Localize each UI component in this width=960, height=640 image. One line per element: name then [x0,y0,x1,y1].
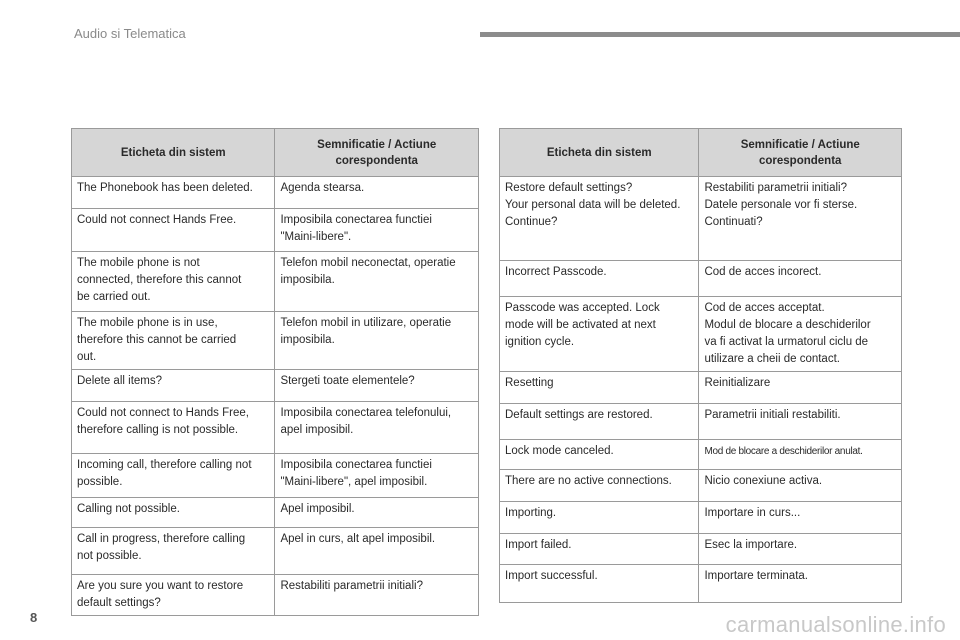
system-label-cell: Default settings are restored. [500,404,699,440]
meaning-cell: Esec la importare. [699,534,902,565]
table-row [500,470,902,502]
system-label-cell: Importing. [500,502,699,534]
column-header-meaning: Semnificatie / Actiune corespondenta [275,129,479,177]
meaning-cell: Apel imposibil. [275,498,479,528]
meaning-cell: Cod de acces acceptat. Modul de blocare a deschiderilor va fi activat la urmatorul ciclu de utilizare a cheii de contact. [699,297,902,372]
meaning-cell: Stergeti toate elementele? [275,370,479,402]
meaning-cell: Importare in curs... [699,502,902,534]
meaning-cell: Cod de acces incorect. [699,261,902,297]
system-label-cell: Passcode was accepted. Lock mode will be activated at next ignition cycle. [500,297,699,372]
meaning-cell: Mod de blocare a deschiderilor anulat. [699,440,902,470]
system-label-cell: Delete all items? [72,370,275,402]
header-bar [480,32,960,37]
page-number: 8 [30,610,38,625]
table-row [500,297,902,372]
system-label-cell: Are you sure you want to restore default settings? [72,575,275,616]
meaning-cell: Imposibila conectarea functiei "Maini-libere", apel imposibil. [275,454,479,498]
meaning-cell: Imposibila conectarea telefonului, apel imposibil. [275,402,479,454]
meaning-cell: Apel in curs, alt apel imposibil. [275,528,479,575]
meaning-cell: Nicio conexiune activa. [699,470,902,502]
meaning-cell: Telefon mobil neconectat, operatie imposibila. [275,252,479,312]
system-label-cell: Lock mode canceled. [500,440,699,470]
system-label-cell: The mobile phone is not connected, therefore this cannot be carried out. [72,252,275,312]
table-row [72,575,479,616]
system-label-cell: The Phonebook has been deleted. [72,177,275,209]
system-label-cell: Incoming call, therefore calling not possible. [72,454,275,498]
meaning-cell: Imposibila conectarea functiei "Maini-libere". [275,209,479,252]
table-row [500,177,902,261]
system-label-cell: Incorrect Passcode. [500,261,699,297]
table-row [72,370,479,402]
table-row [500,502,902,534]
system-label-cell: Call in progress, therefore calling not possible. [72,528,275,575]
meaning-cell: Restabiliti parametrii initiali? Datele personale vor fi sterse. Continuati? [699,177,902,261]
table-row [72,312,479,370]
meaning-cell: Parametrii initiali restabiliti. [699,404,902,440]
system-label-cell: Could not connect Hands Free. [72,209,275,252]
watermark: carmanualsonline.info [725,612,946,637]
table-row [500,440,902,470]
table-row [72,528,479,575]
message-table-right [499,128,902,603]
table-row [500,565,902,603]
meaning-cell: Restabiliti parametrii initiali? [275,575,479,616]
column-header-label: Eticheta din sistem [500,129,699,177]
system-label-cell: Could not connect to Hands Free, therefore calling is not possible. [72,402,275,454]
table-row [500,261,902,297]
table-row [500,372,902,404]
message-table-left [71,128,479,616]
column-header-meaning: Semnificatie / Actiune corespondenta [699,129,902,177]
table-row [500,534,902,565]
column-header-label: Eticheta din sistem [72,129,275,177]
table-row [72,402,479,454]
system-label-cell: Import failed. [500,534,699,565]
table-row [72,454,479,498]
table-row [72,498,479,528]
system-label-cell: Import successful. [500,565,699,603]
system-label-cell: Restore default settings? Your personal data will be deleted. Continue? [500,177,699,261]
table-row [500,404,902,440]
table-row [72,209,479,252]
system-label-cell: Resetting [500,372,699,404]
table-row [72,252,479,312]
system-label-cell: There are no active connections. [500,470,699,502]
meaning-cell: Telefon mobil in utilizare, operatie imposibila. [275,312,479,370]
meaning-cell: Reinitializare [699,372,902,404]
meaning-cell: Agenda stearsa. [275,177,479,209]
system-label-cell: The mobile phone is in use, therefore this cannot be carried out. [72,312,275,370]
page-header-title: Audio si Telematica [74,26,186,41]
table-row [72,177,479,209]
meaning-cell: Importare terminata. [699,565,902,603]
system-label-cell: Calling not possible. [72,498,275,528]
